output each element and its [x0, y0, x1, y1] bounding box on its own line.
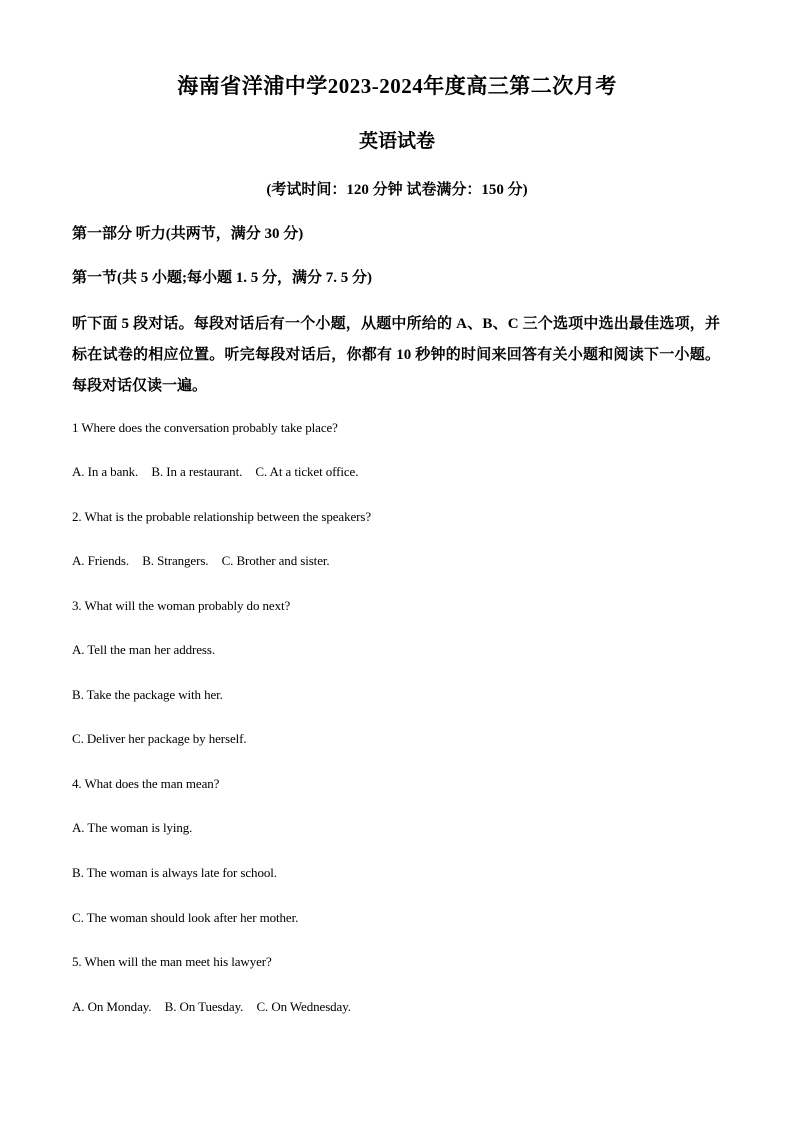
question-5-stem: 5. When will the man meet his lawyer?	[72, 954, 272, 969]
question-3-option-a[interactable]: A. Tell the man her address.	[72, 642, 215, 657]
question-4-option-a[interactable]: A. The woman is lying.	[72, 820, 193, 835]
question-1-option-b[interactable]: B. In a restaurant.	[151, 464, 243, 479]
question-5-options	[72, 999, 351, 1015]
question-2-options	[72, 553, 330, 569]
exam-title: 海南省洋浦中学2023-2024年度高三第二次月考	[177, 74, 617, 98]
question-4-stem: 4. What does the man mean?	[72, 776, 220, 791]
question-2-option-c[interactable]: C. Brother and sister.	[221, 553, 330, 568]
question-3-option-b[interactable]: B. Take the package with her.	[72, 687, 223, 702]
question-4-option-b[interactable]: B. The woman is always late for school.	[72, 865, 277, 880]
question-3-stem: 3. What will the woman probably do next?	[72, 598, 291, 613]
question-5-option-a[interactable]: A. On Monday.	[72, 999, 152, 1014]
question-1-option-c[interactable]: C. At a ticket office.	[255, 464, 359, 479]
question-2-option-b[interactable]: B. Strangers.	[142, 553, 209, 568]
part-one-heading: 第一部分 听力(共两节，满分 30 分)	[72, 226, 304, 242]
question-1-option-a[interactable]: A. In a bank.	[72, 464, 139, 479]
question-1-stem: 1 Where does the conversation probably take place?	[72, 420, 338, 435]
question-3-option-c[interactable]: C. Deliver her package by herself.	[72, 731, 247, 746]
question-1-options	[72, 464, 358, 480]
exam-subtitle: 英语试卷	[358, 131, 435, 152]
question-2-stem: 2. What is the probable relationship between the speakers?	[72, 509, 371, 524]
question-5-option-c[interactable]: C. On Wednesday.	[256, 999, 351, 1014]
question-2-option-a[interactable]: A. Friends.	[72, 553, 130, 568]
question-4-option-c[interactable]: C. The woman should look after her mother.	[72, 910, 299, 925]
question-5-option-b[interactable]: B. On Tuesday.	[164, 999, 244, 1014]
listening-instructions: 听下面 5 段对话。每段对话后有一个小题，从题中所给的 A、B、C 三个选项中选出最佳选项，并标在试卷的相应位置。听完每段对话后，你都有 10 秒钟的时间来回答有关小题和阅读下一小题。每段对话仅读一遍。	[72, 316, 720, 394]
exam-time-and-score: (考试时间：120 分钟 试卷满分：150 分)	[266, 182, 528, 198]
section-one-heading: 第一节(共 5 小题;每小题 1. 5 分，满分 7. 5 分)	[72, 270, 372, 286]
